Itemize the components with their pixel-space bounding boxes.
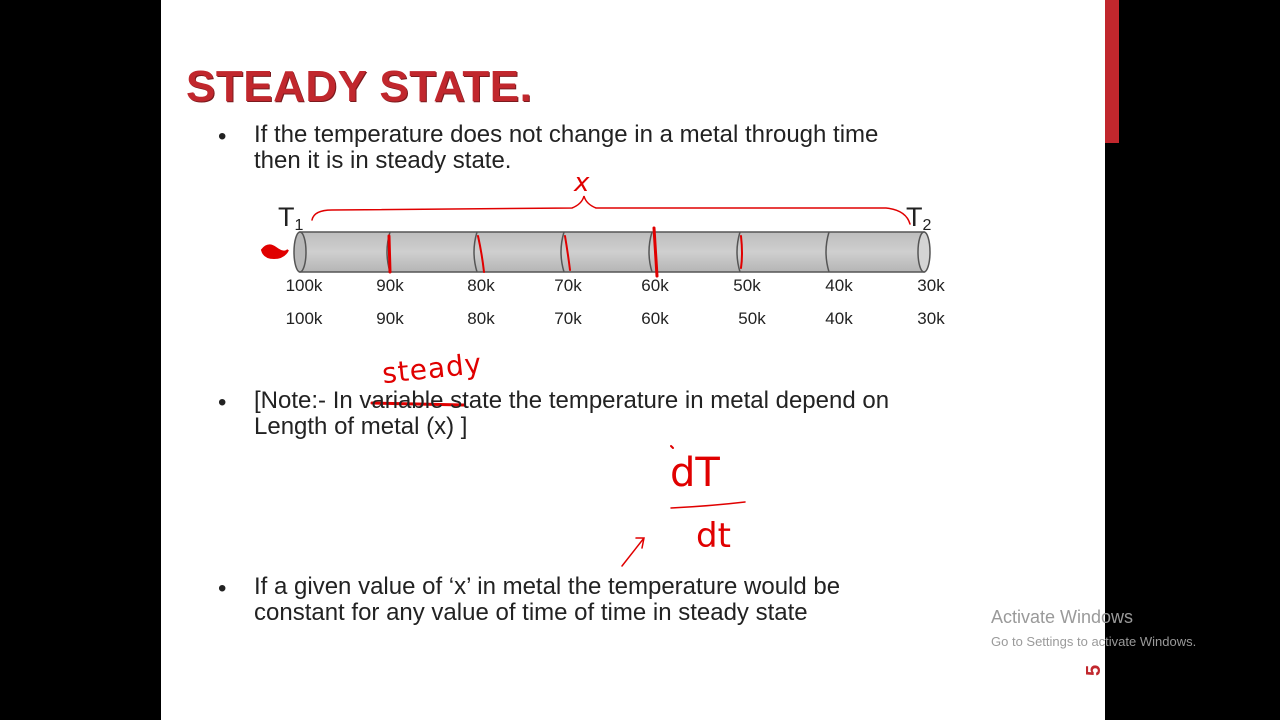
rod-label-row2: 90k xyxy=(376,309,404,328)
slide-title: STEADY STATE. xyxy=(186,62,533,111)
bullet-marker: • xyxy=(218,389,227,416)
note-struck-word: variable xyxy=(359,387,444,414)
bullet-3 xyxy=(254,574,974,626)
activate-subtitle: Go to Settings to activate Windows. xyxy=(991,634,1197,649)
rod-label-row1: 100k xyxy=(285,276,323,295)
bullet-2 xyxy=(254,388,974,440)
bullet-2-line-1 xyxy=(254,388,974,414)
rod-label-row2: 70k xyxy=(554,309,582,328)
rod-label-row2: 40k xyxy=(825,309,853,328)
rod-label-row1: 90k xyxy=(376,276,404,295)
activate-title: Activate Windows xyxy=(991,607,1134,627)
page-number: 5 xyxy=(1083,664,1105,676)
rod-label-row1: 50k xyxy=(733,276,761,295)
handwritten-x: x xyxy=(574,168,590,198)
bullet-3-line-2: constant for any value of time of time in steady state xyxy=(254,599,808,626)
handwritten-steady: steady xyxy=(380,346,484,391)
rod-label-row2: 30k xyxy=(917,309,945,328)
rod-label-row2: 80k xyxy=(467,309,495,328)
note-suffix: state the temperature in metal depend on xyxy=(443,387,890,414)
bullet-3-line-1: If a given value of ‘x’ in metal the temperature would be xyxy=(254,573,841,600)
bullet-2-line-2: Length of metal (x) ] xyxy=(254,413,468,440)
rod-label-row1: 40k xyxy=(825,276,853,295)
bullet-1-line-2: then it is in steady state. xyxy=(254,147,512,174)
rod-label-row1: 80k xyxy=(467,276,495,295)
rod-label-row2: 100k xyxy=(285,309,323,328)
activate-windows-watermark xyxy=(991,607,1196,649)
note-prefix: [Note:- In xyxy=(254,387,360,414)
rod-label-row1: 30k xyxy=(917,276,945,295)
rod-body xyxy=(300,232,924,272)
rod-label-row1: 60k xyxy=(641,276,669,295)
t1-label: $T_1$ xyxy=(278,202,304,234)
bullet-marker: • xyxy=(218,575,227,602)
rod-left-end xyxy=(294,232,306,272)
handwritten-dt: dt xyxy=(696,516,731,556)
rod-label-row1: 70k xyxy=(554,276,582,295)
bullet-1-line-1: If the temperature does not change in a metal through time xyxy=(254,121,879,148)
t2-label: $T_2$ xyxy=(906,202,932,234)
bullet-marker: • xyxy=(218,123,227,150)
rod-label-row2: 50k xyxy=(738,309,766,328)
rod-right-end xyxy=(918,232,930,272)
handwritten-dT: dT xyxy=(670,450,720,496)
rod-label-row2: 60k xyxy=(641,309,669,328)
